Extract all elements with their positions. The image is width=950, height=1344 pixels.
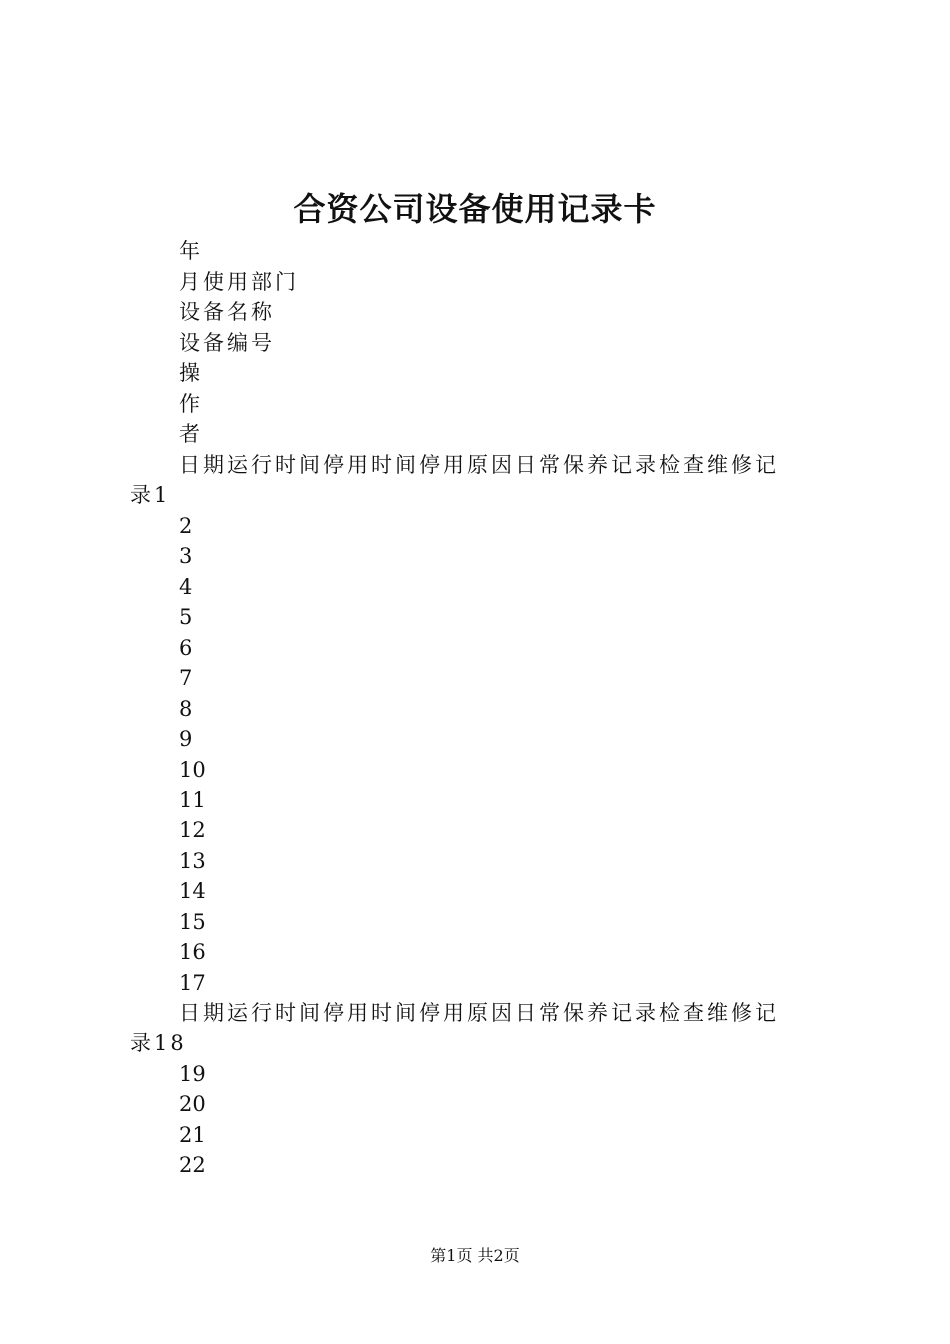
table-row: 9 bbox=[179, 727, 193, 751]
field-operator-1: 操 bbox=[179, 361, 203, 385]
document-title: 合资公司设备使用记录卡 bbox=[293, 190, 657, 228]
table-row: 14 bbox=[179, 879, 206, 903]
table-header-wrap: 录1 bbox=[130, 483, 171, 507]
field-month-department: 月使用部门 bbox=[179, 270, 299, 294]
table-row: 2 bbox=[179, 514, 193, 538]
table-row: 4 bbox=[179, 575, 193, 599]
field-equipment-name: 设备名称 bbox=[179, 300, 275, 324]
table-header-line: 日期运行时间停用时间停用原因日常保养记录检查维修记 bbox=[179, 1001, 779, 1025]
field-operator-2: 作 bbox=[179, 392, 203, 416]
table-row: 19 bbox=[179, 1062, 206, 1086]
table-row: 6 bbox=[179, 636, 193, 660]
table-row: 10 bbox=[179, 758, 206, 782]
table-row: 21 bbox=[179, 1123, 206, 1147]
table-header-wrap: 录18 bbox=[130, 1031, 187, 1055]
table-row: 5 bbox=[179, 605, 193, 629]
table-row: 17 bbox=[179, 971, 206, 995]
table-row: 15 bbox=[179, 910, 206, 934]
table-row: 22 bbox=[179, 1153, 206, 1177]
field-year: 年 bbox=[179, 239, 203, 263]
table-row: 12 bbox=[179, 818, 206, 842]
table-row: 20 bbox=[179, 1092, 206, 1116]
table-row: 8 bbox=[179, 697, 193, 721]
page-footer: 第1页 共2页 bbox=[430, 1246, 520, 1265]
table-row: 16 bbox=[179, 940, 206, 964]
table-row: 7 bbox=[179, 666, 193, 690]
table-row: 13 bbox=[179, 849, 206, 873]
field-operator-3: 者 bbox=[179, 422, 203, 446]
table-row: 11 bbox=[179, 788, 206, 812]
table-header-line: 日期运行时间停用时间停用原因日常保养记录检查维修记 bbox=[179, 453, 779, 477]
table-row: 3 bbox=[179, 544, 193, 568]
field-equipment-number: 设备编号 bbox=[179, 331, 275, 355]
